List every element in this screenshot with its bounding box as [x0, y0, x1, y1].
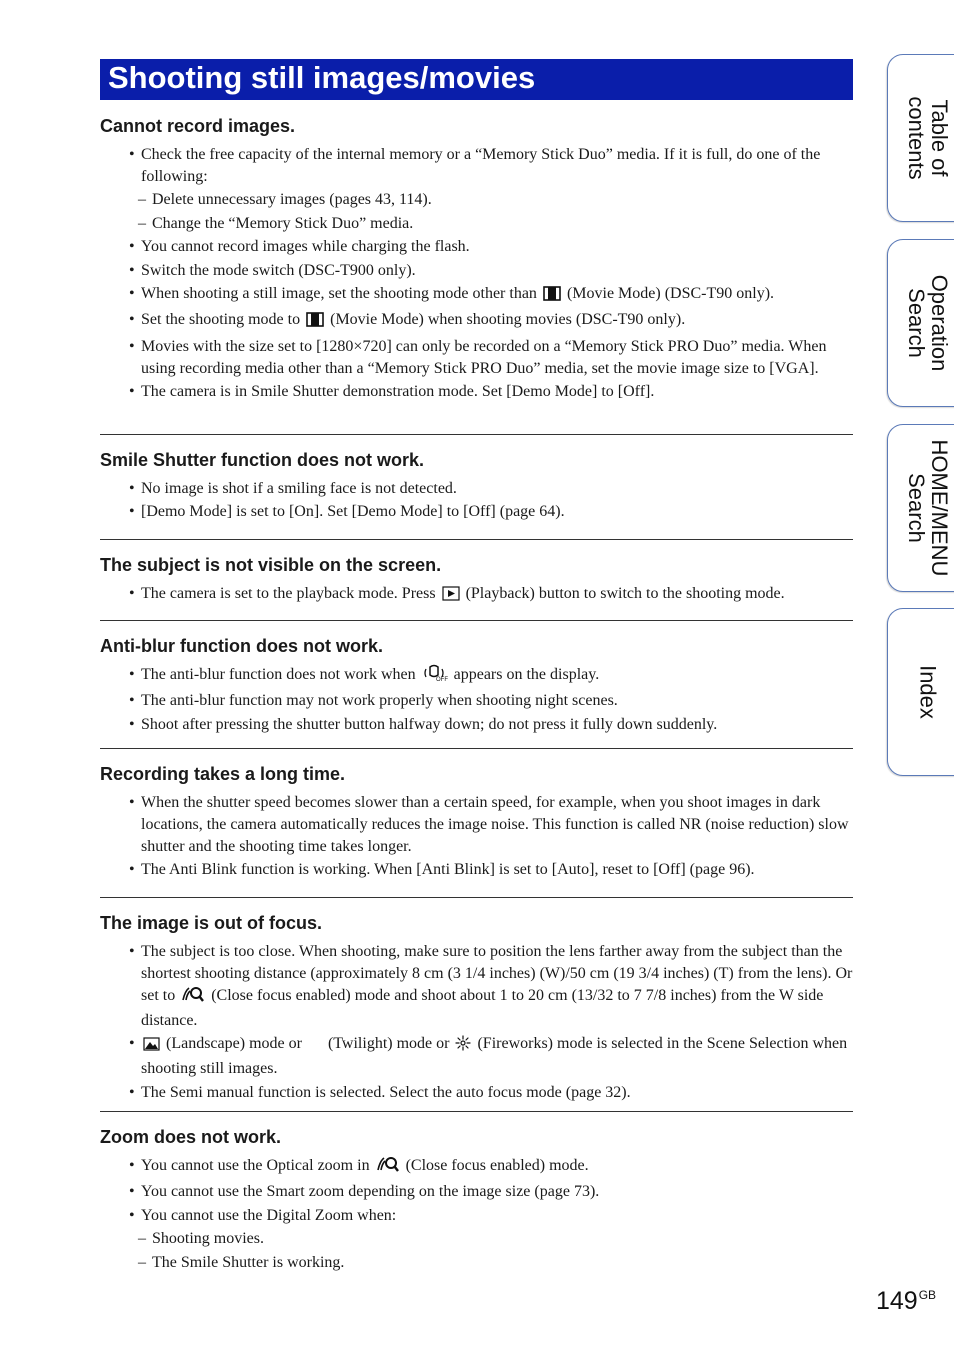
twilight-icon [308, 1036, 322, 1058]
tab-label: Table of contents [904, 96, 952, 180]
bullet-item: • The anti-blur function may not work properly when shooting night scenes. [129, 692, 618, 710]
section-heading: The subject is not visible on the screen. [100, 555, 442, 575]
item-list [100, 583, 853, 608]
bullet-item: • The Anti Blink function is working. When [Anti Blink] is set to [Auto], reset to [Off] (page 96). [129, 861, 755, 879]
section [100, 115, 853, 405]
bullet-item: • No image is shot if a smiling face is not detected. [129, 480, 457, 497]
bullet-item: • Switch the mode switch (DSC-T900 only). [129, 261, 416, 279]
bullet-item: • You cannot use the Digital Zoom when: [129, 1206, 397, 1224]
anti-blur-off-icon [422, 664, 448, 689]
tab-index[interactable] [887, 608, 954, 776]
landscape-icon [143, 1036, 160, 1058]
movie-mode-icon [543, 286, 561, 308]
tab-home-menu-search[interactable] [887, 424, 954, 592]
bullet-item: • You cannot use the Optical zoom in (Close focus enabled) mode. [100, 1155, 853, 1180]
item-list [100, 478, 853, 523]
bullet-item: • The camera is in Smile Shutter demonstration mode. Set [Demo Mode] to [Off]. [129, 383, 655, 401]
sub-item: – Delete unnecessary images (pages 43, 114). [138, 191, 432, 209]
fireworks-icon [455, 1035, 471, 1058]
bullet-item: • You cannot record images while charging the flash. [129, 238, 470, 256]
section-divider [100, 539, 853, 540]
section-divider [100, 620, 853, 621]
sub-item: – The Smile Shutter is working. [138, 1253, 345, 1271]
bullet-item: • Movies with the size set to [1280×720] can only be recorded on a “Memory Stick PRO Duo” media. When using recording media other than a “Memory Stick PRO Duo” media, set the movie image size to [VGA]. [129, 337, 827, 377]
movie-mode-icon [306, 312, 324, 334]
tab-label: Operation Search [904, 274, 952, 372]
sub-item: – Shooting movies. [138, 1230, 265, 1248]
section [100, 763, 853, 883]
section-heading: Zoom does not work. [100, 1127, 282, 1147]
close-focus-icon [376, 1155, 400, 1180]
bullet-item: • Set the shooting mode to (Movie Mode) when shooting movies (DSC-T90 only). [100, 309, 853, 334]
item-list [100, 144, 853, 403]
section [100, 554, 853, 609]
section-divider [100, 748, 853, 749]
page-number: $149^{GB}$ [876, 1287, 937, 1315]
sub-item: – Change the “Memory Stick Duo” media. [138, 214, 414, 232]
section-divider [100, 1111, 853, 1112]
section [100, 1126, 853, 1275]
bullet-item: • The subject is too close. When shooting, make sure to position the lens farther away from the subject than the shortest shooting distance (approximately 8 cm (3 1/4 inches) (W)/50 cm (19 3/4 inches) (T) from the lens). Or set to (Close focus enabled) mode and shoot about 1 to 20 cm (13/32 to 7 7/8 inches) from the W side distance. [129, 943, 853, 1029]
bullet-item: • When shooting a still image, set the shooting mode other than (Movie Mode) (DSC-T90 only). [100, 283, 853, 308]
section [100, 912, 853, 1105]
section-heading: The image is out of focus. [100, 913, 323, 933]
tab-label: Index [915, 665, 941, 719]
section-divider [100, 434, 853, 435]
bullet-item: • (Landscape) mode or (Twilight) mode or (Fireworks) mode is selected in the Scene Selection when shooting still images. [129, 1035, 848, 1078]
page-title-bar [100, 59, 853, 100]
bullet-item: • The camera is set to the playback mode. Press (Playback) button to switch to the shooting mode. [100, 583, 853, 608]
bullet-item: • The anti-blur function does not work when OFF appears on the display. [100, 664, 853, 689]
tab-table-of-contents[interactable] [887, 54, 954, 222]
item-list [100, 664, 853, 736]
bullet-item: • Shoot after pressing the shutter button halfway down; do not press it fully down suddenly. [129, 715, 718, 733]
bullet-item: • Check the free capacity of the internal memory or a “Memory Stick Duo” media. If it is full, do one of the following: [129, 146, 821, 185]
bullet-item: • When the shutter speed becomes slower than a certain speed, for example, when you shoot images in dark locations, the camera automatically reduces the image noise. This function is called NR (noise reduction) slow shutter and the shooting time takes longer. [129, 794, 849, 855]
svg-text:OFF: OFF [435, 677, 448, 682]
item-list [100, 792, 853, 881]
section-heading: Cannot record images. [100, 116, 296, 136]
bullet-item: • You cannot use the Smart zoom depending on the image size (page 73). [129, 1183, 600, 1201]
bullet-item: • The Semi manual function is selected. Select the auto focus mode (page 32). [129, 1083, 631, 1101]
playback-icon [442, 586, 460, 608]
section-divider [100, 897, 853, 898]
tab-label: HOME/MENU Search [904, 439, 952, 577]
page-title: Shooting still images/movies [108, 60, 536, 95]
section-heading: Smile Shutter function does not work. [100, 450, 425, 470]
item-list [100, 941, 853, 1104]
bullet-item: • [Demo Mode] is set to [On]. Set [Demo Mode] to [Off] (page 64). [129, 503, 565, 521]
section-heading: Recording takes a long time. [100, 764, 346, 784]
section [100, 635, 853, 737]
section-heading: Anti-blur function does not work. [100, 636, 383, 656]
item-list [100, 1155, 853, 1274]
close-focus-icon [181, 985, 205, 1010]
tab-operation-search[interactable] [887, 239, 954, 407]
section [100, 449, 853, 525]
